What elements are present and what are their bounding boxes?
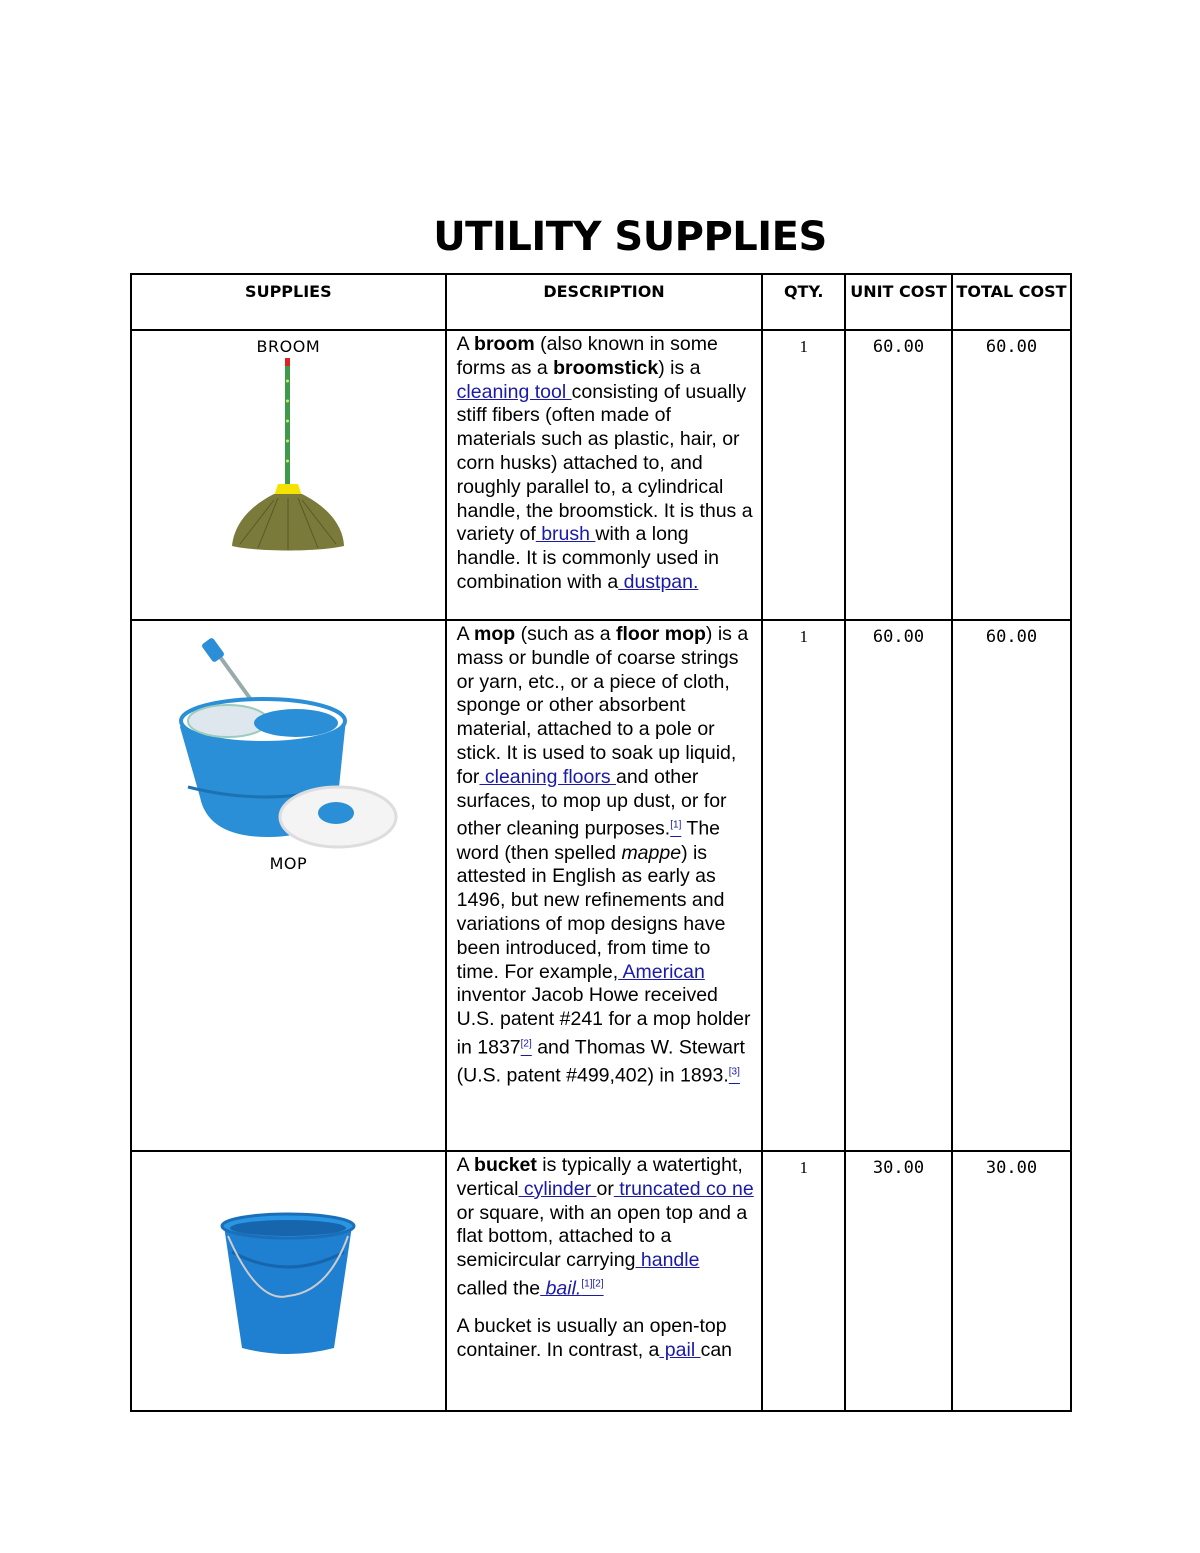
broom-image <box>228 356 348 556</box>
unit-cost-cell: 30.00 <box>845 1151 952 1411</box>
desc-bold: bucket <box>474 1154 537 1176</box>
table-row <box>131 1151 1071 1411</box>
desc-bold: broom <box>474 333 535 355</box>
table-row <box>131 330 1071 620</box>
unit-cost-cell: 60.00 <box>845 330 952 620</box>
qty-cell: 1 <box>762 1151 845 1411</box>
total-cost-cell: 30.00 <box>952 1151 1071 1411</box>
table-row <box>131 620 1071 1151</box>
supply-name: BROOM <box>256 337 321 356</box>
desc-text: The word (then spelled <box>456 817 721 864</box>
link-cleaning-tool[interactable]: cleaning tool <box>456 380 572 403</box>
bucket-image <box>218 1212 358 1358</box>
desc-text: ) is attested in English as early as 1496, but new refinements and variations of mop designs have been introduced, from time to time. For example, <box>456 841 726 983</box>
supplies-table <box>130 273 1072 1412</box>
citation-link[interactable] <box>521 1037 532 1059</box>
mop-image <box>178 637 398 852</box>
description-cell <box>446 620 763 1151</box>
description-cell <box>446 330 763 620</box>
citation-link[interactable] <box>670 818 681 840</box>
desc-bold: broomstick <box>553 356 659 379</box>
desc-text: consisting of usually stiff fibers (often made of materials such as plastic, hair, or corn husks) attached to, and roughly parallel to, a cylindrical handle, the broomstick. It is thus a variety of <box>456 380 753 546</box>
header-total-cost: TOTAL COST <box>952 274 1071 330</box>
link-cylinder[interactable]: cylinder <box>518 1177 597 1200</box>
total-cost-cell: 60.00 <box>952 330 1071 620</box>
description-cell <box>446 1151 763 1411</box>
desc-text: or <box>596 1177 614 1200</box>
supply-cell <box>131 620 446 1151</box>
desc-italic: mappe <box>621 841 682 864</box>
desc-text: (also known in some forms as a <box>456 333 718 379</box>
link-bail[interactable]: bail. <box>540 1277 582 1300</box>
desc-text: with a long handle. It is commonly used in combination with a <box>456 523 719 593</box>
link-american[interactable]: American <box>618 960 705 983</box>
link-truncated-cone[interactable]: truncated co ne <box>613 1177 754 1200</box>
unit-cost-cell: 60.00 <box>845 620 952 1151</box>
citation-1-2: [1][2] <box>581 1278 604 1290</box>
desc-paragraph <box>457 1315 756 1363</box>
citation-3: [3] <box>728 1066 740 1078</box>
desc-text: ) is a <box>658 356 701 379</box>
citation-1: [1] <box>670 819 682 831</box>
desc-text: ) is a mass or bundle of coarse strings or yarn, etc., or a piece of cloth, sponge or other absorbent material, attached to a pole or stick. It is used to soak up liquid, for <box>456 623 749 788</box>
desc-text: or square, with an open top and a flat bottom, attached to a semicircular carrying <box>456 1201 748 1272</box>
supply-cell <box>131 330 446 620</box>
desc-text: A <box>456 1154 475 1176</box>
qty-cell: 1 <box>762 330 845 620</box>
desc-text: can <box>700 1339 733 1362</box>
desc-text: called the <box>456 1277 541 1300</box>
header-supplies: SUPPLIES <box>131 274 446 330</box>
page-title: UTILITY SUPPLIES <box>433 214 827 260</box>
desc-text: is typically a watertight, vertical <box>456 1154 743 1200</box>
link-pail[interactable]: pail <box>659 1339 701 1362</box>
table-header-row <box>131 274 1071 330</box>
total-cost-cell: 60.00 <box>952 620 1071 1151</box>
citation-link[interactable] <box>729 1065 740 1087</box>
desc-text: and Thomas W. Stewart (U.S. patent #499,402) in 1893. <box>456 1036 745 1087</box>
link-brush[interactable]: brush <box>535 523 596 546</box>
desc-text: and other surfaces, to mop up dust, or for other cleaning purposes. <box>456 765 727 840</box>
citation-link[interactable] <box>581 1277 603 1299</box>
desc-bold: floor mop <box>616 623 706 645</box>
qty-cell: 1 <box>762 620 845 1151</box>
header-description: DESCRIPTION <box>446 274 763 330</box>
supply-cell <box>131 1151 446 1411</box>
supply-name: MOP <box>269 854 308 873</box>
desc-text: A <box>456 623 475 645</box>
header-qty: QTY. <box>762 274 845 330</box>
link-handle[interactable]: handle <box>635 1249 700 1272</box>
header-unit-cost: UNIT COST <box>845 274 952 330</box>
desc-bold: mop <box>474 623 516 645</box>
link-cleaning-floors[interactable]: cleaning floors <box>479 765 617 788</box>
desc-text: (such as a <box>515 623 616 645</box>
desc-text: A bucket is usually an open-top container. In contrast, a <box>456 1315 727 1362</box>
desc-text: inventor Jacob Howe received U.S. patent #241 for a mop holder in 1837 <box>456 984 751 1059</box>
link-dustpan[interactable]: dustpan. <box>618 570 699 593</box>
desc-text: A <box>456 333 475 355</box>
citation-2: [2] <box>520 1038 532 1050</box>
